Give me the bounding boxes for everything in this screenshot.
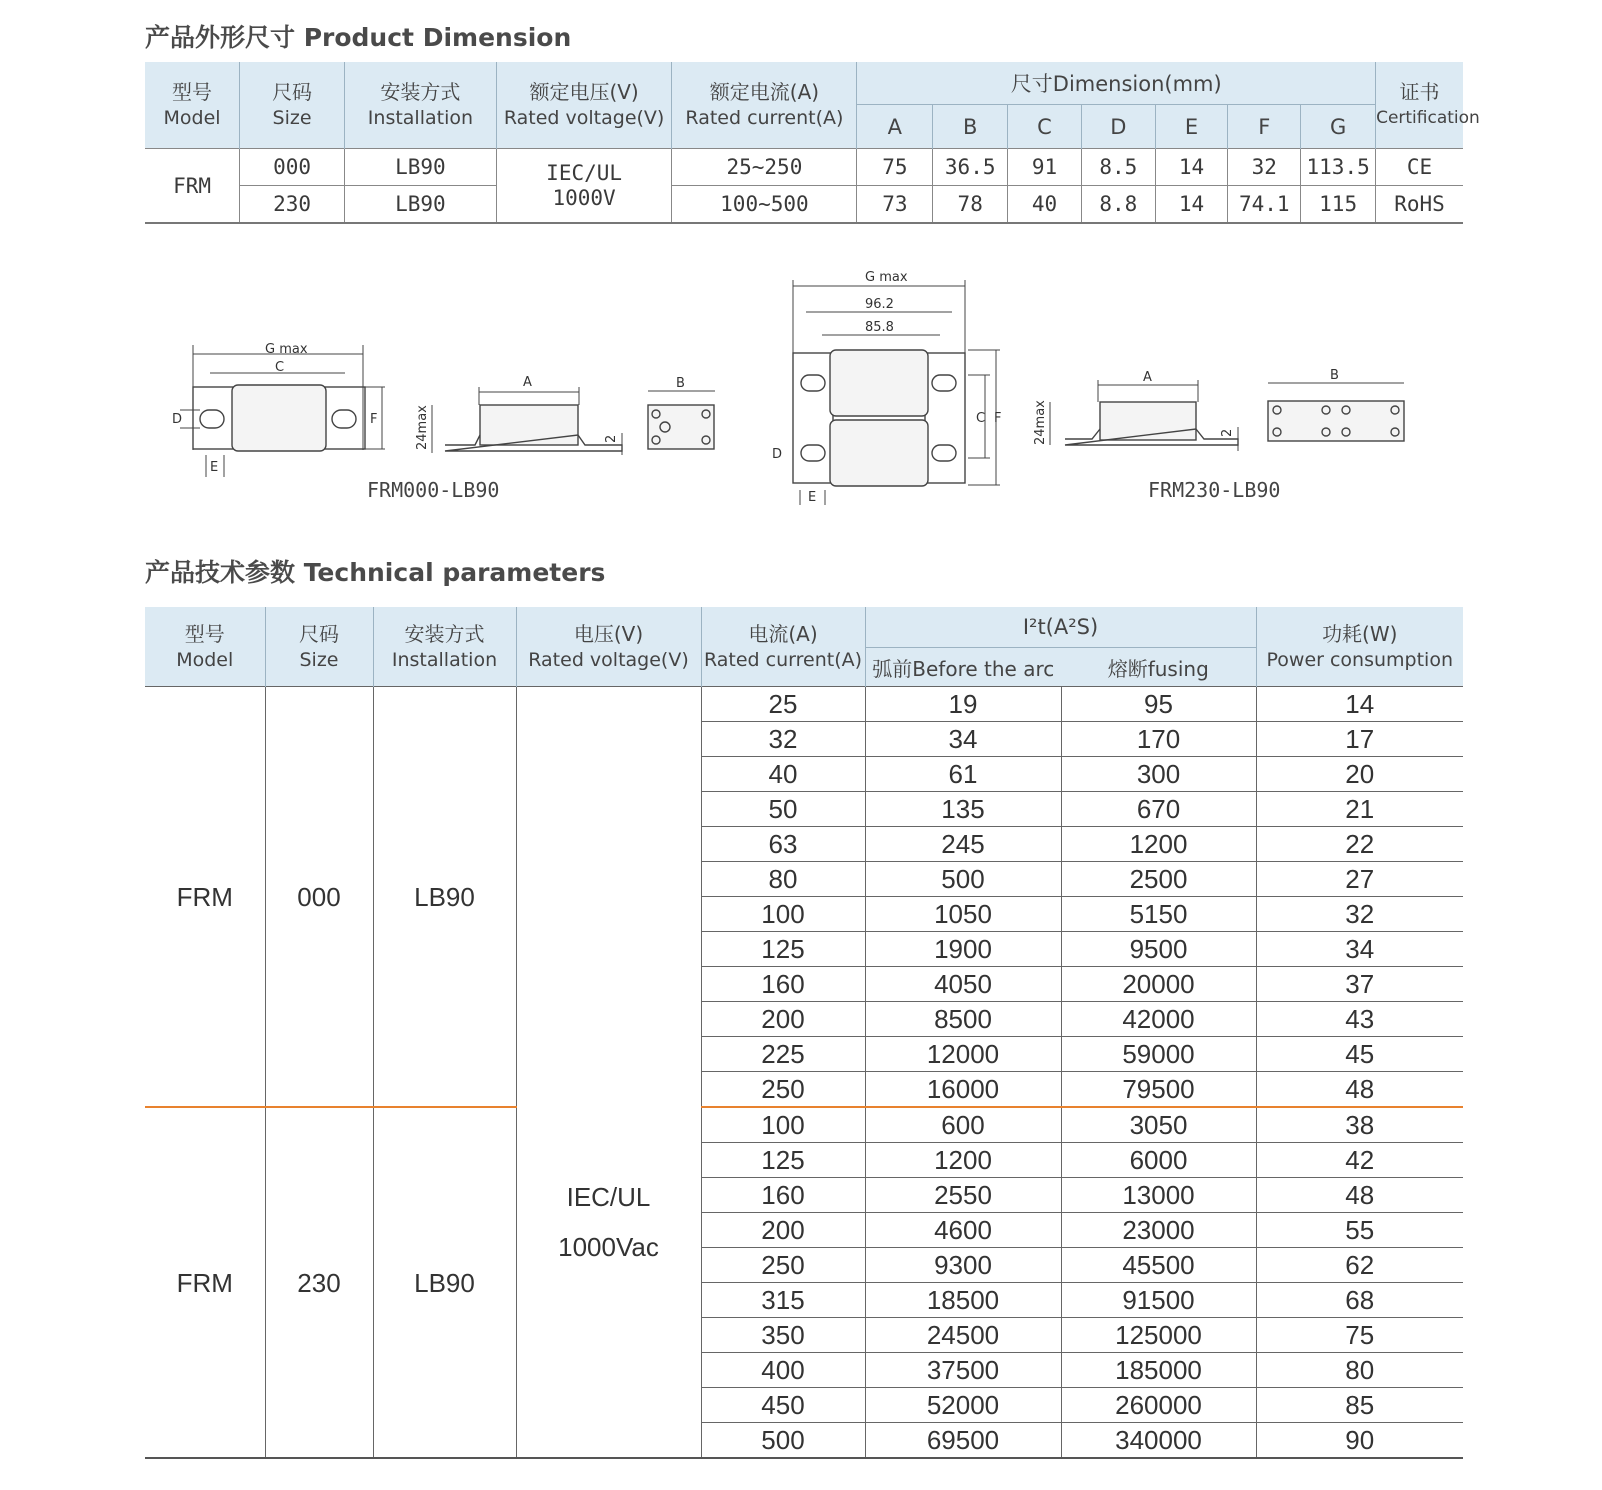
- tech-installation: LB90: [373, 687, 516, 1108]
- tech-before-arc: 2550: [865, 1178, 1061, 1213]
- tech-current: 25: [701, 687, 865, 722]
- tech-before-arc: 600: [865, 1107, 1061, 1143]
- tech-power: 48: [1256, 1178, 1463, 1213]
- tech-current: 500: [701, 1423, 865, 1459]
- tech-fusing: 20000: [1061, 967, 1256, 1002]
- label-c-left: C: [275, 360, 285, 375]
- table-row: [145, 1107, 1463, 1143]
- dim-col-c: C: [1008, 105, 1082, 149]
- dim-b: 78: [933, 186, 1008, 224]
- dim-f: 74.1: [1228, 186, 1301, 224]
- tech-model: FRM: [145, 1107, 265, 1458]
- tech-fusing: 42000: [1061, 1002, 1256, 1037]
- tech-model: FRM: [145, 687, 265, 1108]
- dim-cert: RoHS: [1376, 186, 1463, 224]
- tech-header-fusing: 熔断fusing: [1061, 648, 1256, 687]
- label-24max-right: 24max: [1033, 400, 1048, 445]
- tech-fusing: 59000: [1061, 1037, 1256, 1072]
- tech-fusing: 2500: [1061, 862, 1256, 897]
- tech-current: 450: [701, 1388, 865, 1423]
- tech-before-arc: 500: [865, 862, 1061, 897]
- dim-a: 75: [857, 149, 933, 186]
- tech-current: 160: [701, 967, 865, 1002]
- tech-voltage: [516, 687, 701, 1459]
- dim-model: FRM: [145, 149, 240, 224]
- label-2-left: 2: [604, 434, 619, 443]
- dimension-table: [145, 62, 1480, 224]
- label-d-right: D: [772, 447, 783, 462]
- tech-power: 21: [1256, 792, 1463, 827]
- label-a-right: A: [1143, 370, 1152, 385]
- tech-power: 42: [1256, 1143, 1463, 1178]
- tech-voltage-line: IEC/UL: [566, 1182, 651, 1212]
- tech-power: 34: [1256, 932, 1463, 967]
- frm000-side-view: [432, 387, 622, 455]
- tech-header-installation: 安装方式 Installation: [373, 607, 516, 687]
- tech-current: 250: [701, 1248, 865, 1283]
- dim-e: 14: [1155, 149, 1228, 186]
- dim-c: 40: [1008, 186, 1082, 224]
- caption-frm230: FRM230-LB90: [1148, 478, 1281, 502]
- tech-power: 37: [1256, 967, 1463, 1002]
- label-962: 96.2: [865, 297, 894, 312]
- tech-fusing: 23000: [1061, 1213, 1256, 1248]
- dim-col-e: E: [1155, 105, 1228, 149]
- tech-current: 160: [701, 1178, 865, 1213]
- dim-header-voltage: 额定电压(V) Rated voltage(V): [496, 62, 672, 149]
- dim-current: 100~500: [672, 186, 857, 224]
- tech-header-before-arc: 弧前Before the arc: [865, 648, 1061, 687]
- tech-before-arc: 37500: [865, 1353, 1061, 1388]
- tech-before-arc: 135: [865, 792, 1061, 827]
- dim-a: 73: [857, 186, 933, 224]
- tech-current: 350: [701, 1318, 865, 1353]
- tech-current: 250: [701, 1072, 865, 1108]
- tech-power: 20: [1256, 757, 1463, 792]
- dim-c: 91: [1008, 149, 1082, 186]
- label-b-right: B: [1330, 368, 1339, 383]
- label-24max-left: 24max: [415, 405, 430, 450]
- tech-current: 40: [701, 757, 865, 792]
- tech-fusing: 185000: [1061, 1353, 1256, 1388]
- tech-power: 80: [1256, 1353, 1463, 1388]
- tech-size: 230: [265, 1107, 373, 1458]
- tech-fusing: 300: [1061, 757, 1256, 792]
- frm230-front-view: [793, 280, 1000, 505]
- tech-header-size: 尺码 Size: [265, 607, 373, 687]
- dim-size: 230: [240, 186, 345, 224]
- dim-col-f: F: [1228, 105, 1301, 149]
- dim-col-g: G: [1301, 105, 1376, 149]
- dim-b: 36.5: [933, 149, 1008, 186]
- dim-g: 113.5: [1301, 149, 1376, 186]
- tech-before-arc: 12000: [865, 1037, 1061, 1072]
- frm000-end-view: [648, 391, 715, 449]
- tech-header-voltage: 电压(V) Rated voltage(V): [516, 607, 701, 687]
- tech-fusing: 9500: [1061, 932, 1256, 967]
- label-2-right: 2: [1220, 428, 1235, 437]
- caption-frm000: FRM000-LB90: [367, 478, 500, 502]
- label-e-left: E: [210, 460, 219, 475]
- dim-installation: LB90: [345, 186, 497, 224]
- dim-current: 25~250: [672, 149, 857, 186]
- tech-before-arc: 16000: [865, 1072, 1061, 1108]
- tech-power: 14: [1256, 687, 1463, 722]
- tech-before-arc: 1900: [865, 932, 1061, 967]
- tech-power: 43: [1256, 1002, 1463, 1037]
- dim-header-installation: 安装方式 Installation: [345, 62, 497, 149]
- tech-current: 400: [701, 1353, 865, 1388]
- frm230-side-view: [1050, 380, 1238, 451]
- tech-current: 125: [701, 1143, 865, 1178]
- tech-fusing: 91500: [1061, 1283, 1256, 1318]
- dim-col-d: D: [1081, 105, 1155, 149]
- tech-current: 32: [701, 722, 865, 757]
- technical-table: [145, 607, 1463, 1459]
- tech-fusing: 170: [1061, 722, 1256, 757]
- tech-fusing: 5150: [1061, 897, 1256, 932]
- dim-header-dimension: 尺寸Dimension(mm): [857, 62, 1376, 105]
- tech-before-arc: 1050: [865, 897, 1061, 932]
- tech-fusing: 45500: [1061, 1248, 1256, 1283]
- tech-before-arc: 69500: [865, 1423, 1061, 1459]
- tech-fusing: 79500: [1061, 1072, 1256, 1108]
- tech-current: 225: [701, 1037, 865, 1072]
- tech-power: 55: [1256, 1213, 1463, 1248]
- dim-header-current: 额定电流(A) Rated current(A): [672, 62, 857, 149]
- tech-fusing: 95: [1061, 687, 1256, 722]
- tech-current: 100: [701, 897, 865, 932]
- tech-current: 50: [701, 792, 865, 827]
- section-title-dimension: 产品外形尺寸 Product Dimension: [145, 23, 572, 52]
- tech-header-model: 型号 Model: [145, 607, 265, 687]
- table-row: [145, 149, 1463, 186]
- tech-fusing: 1200: [1061, 827, 1256, 862]
- label-858: 85.8: [865, 320, 894, 335]
- tech-power: 45: [1256, 1037, 1463, 1072]
- tech-header-i2t: I²t(A²S): [865, 607, 1256, 648]
- dim-header-size: 尺码 Size: [240, 62, 345, 149]
- label-a-left: A: [523, 375, 532, 390]
- tech-current: 200: [701, 1213, 865, 1248]
- tech-before-arc: 34: [865, 722, 1061, 757]
- tech-power: 62: [1256, 1248, 1463, 1283]
- dim-installation: LB90: [345, 149, 497, 186]
- tech-power: 75: [1256, 1318, 1463, 1353]
- frm230-end-view: [1268, 383, 1404, 441]
- dim-header-cert: 证书 Certification: [1376, 62, 1463, 149]
- tech-power: 48: [1256, 1072, 1463, 1108]
- dim-f: 32: [1228, 149, 1301, 186]
- tech-before-arc: 24500: [865, 1318, 1061, 1353]
- tech-current: 200: [701, 1002, 865, 1037]
- tech-before-arc: 245: [865, 827, 1061, 862]
- tech-power: 32: [1256, 897, 1463, 932]
- label-c-right: C: [976, 411, 986, 426]
- dim-cert: CE: [1376, 149, 1463, 186]
- tech-before-arc: 61: [865, 757, 1061, 792]
- tech-before-arc: 19: [865, 687, 1061, 722]
- dim-d: 8.8: [1081, 186, 1155, 224]
- tech-fusing: 670: [1061, 792, 1256, 827]
- tech-fusing: 260000: [1061, 1388, 1256, 1423]
- dim-voltage: IEC/UL 1000V: [496, 149, 672, 224]
- tech-fusing: 6000: [1061, 1143, 1256, 1178]
- label-b-left: B: [676, 376, 685, 391]
- tech-before-arc: 4600: [865, 1213, 1061, 1248]
- tech-fusing: 13000: [1061, 1178, 1256, 1213]
- tech-before-arc: 18500: [865, 1283, 1061, 1318]
- tech-current: 100: [701, 1107, 865, 1143]
- table-row: [145, 186, 1463, 224]
- dim-e: 14: [1155, 186, 1228, 224]
- dim-col-b: B: [933, 105, 1008, 149]
- label-gmax-right: G max: [865, 270, 908, 285]
- tech-current: 315: [701, 1283, 865, 1318]
- label-e-right: E: [808, 490, 817, 505]
- tech-power: 27: [1256, 862, 1463, 897]
- label-d-left: D: [172, 412, 183, 427]
- tech-current: 80: [701, 862, 865, 897]
- label-f-right: F: [994, 411, 1002, 426]
- tech-fusing: 3050: [1061, 1107, 1256, 1143]
- table-row: [145, 687, 1463, 722]
- dim-col-a: A: [857, 105, 933, 149]
- tech-power: 85: [1256, 1388, 1463, 1423]
- tech-power: 22: [1256, 827, 1463, 862]
- tech-before-arc: 4050: [865, 967, 1061, 1002]
- tech-installation: LB90: [373, 1107, 516, 1458]
- tech-current: 125: [701, 932, 865, 967]
- tech-fusing: 125000: [1061, 1318, 1256, 1353]
- dim-size: 000: [240, 149, 345, 186]
- label-f-left: F: [370, 412, 378, 427]
- tech-before-arc: 1200: [865, 1143, 1061, 1178]
- tech-before-arc: 9300: [865, 1248, 1061, 1283]
- tech-power: 17: [1256, 722, 1463, 757]
- tech-header-power: 功耗(W) Power consumption: [1256, 607, 1463, 687]
- section-title-technical: 产品技术参数 Technical parameters: [145, 558, 606, 587]
- tech-fusing: 340000: [1061, 1423, 1256, 1459]
- tech-power: 38: [1256, 1107, 1463, 1143]
- dim-header-model: 型号 Model: [145, 62, 240, 149]
- label-gmax-left: G max: [265, 342, 308, 357]
- tech-power: 90: [1256, 1423, 1463, 1459]
- tech-voltage-line: 1000Vac: [558, 1232, 659, 1262]
- dim-d: 8.5: [1081, 149, 1155, 186]
- tech-current: 63: [701, 827, 865, 862]
- tech-size: 000: [265, 687, 373, 1108]
- dim-g: 115: [1301, 186, 1376, 224]
- tech-before-arc: 52000: [865, 1388, 1061, 1423]
- tech-power: 68: [1256, 1283, 1463, 1318]
- tech-header-current: 电流(A) Rated current(A): [701, 607, 865, 687]
- tech-before-arc: 8500: [865, 1002, 1061, 1037]
